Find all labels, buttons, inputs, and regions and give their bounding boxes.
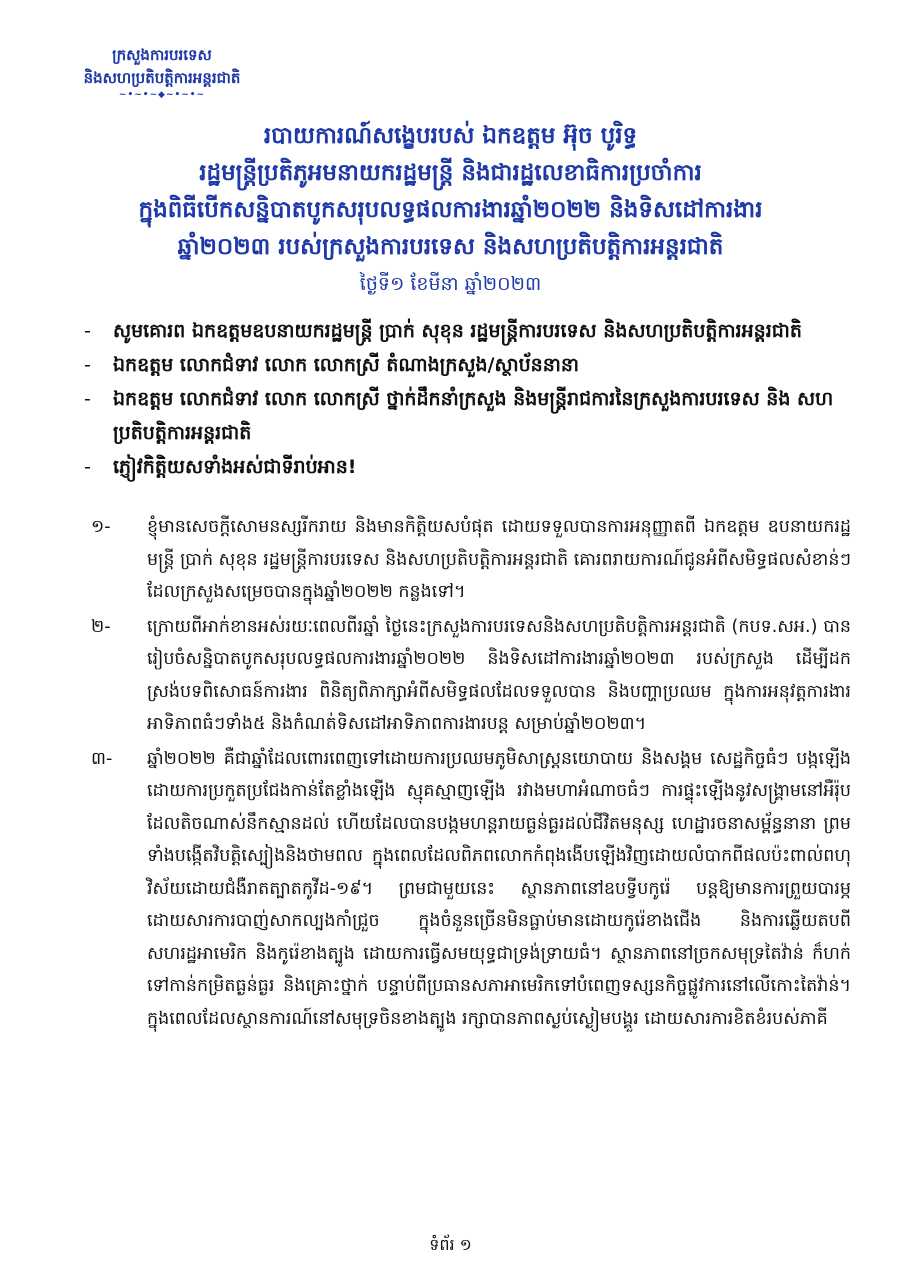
salutation-item: - សូមគោរព ឯកឧត្តមឧបនាយករដ្ឋមន្ត្រី ប្រាក់ សុខុន រដ្ឋមន្ត្រីការបរទេស និងសហប្រតិបត្តិការអន្តរជាតិ xyxy=(84,314,844,348)
ministry-header xyxy=(62,44,262,100)
salutation-item: - ឯកឧត្តម លោកជំទាវ លោក លោកស្រី ថ្នាក់ដឹកនាំក្រសួង និងមន្ត្រីរាជការនៃក្រសួងការបរទេស និង សហប្រតិបត្តិការអន្តរជាតិ xyxy=(84,382,844,450)
paragraph-number: ៣- xyxy=(91,748,113,769)
paragraph-3 xyxy=(91,743,851,1036)
paragraph-1 xyxy=(91,511,851,609)
title-line-1: របាយការណ៍សង្ខេបរបស់ ឯកឧត្តម អ៊ុច បូរិទ្ធ xyxy=(263,123,638,149)
paragraph-number: ១- xyxy=(91,517,111,537)
report-title xyxy=(40,118,861,300)
paragraph-text: ក្រោយពីអាក់ខានអស់រយៈពេលពីរឆ្នាំ ថ្ងៃនេះក្រសួងការបរទេសនិងសហប្រតិបត្តិការអន្តរជាតិ (កបទ.សអ.) បានរៀបចំសន្និបាតបូកសរុបលទ្ធផលការងារឆ្នាំ២០២២ និងទិសដៅការងារឆ្នាំ២០២៣ របស់ក្រសួង ដើម្បីដកស្រង់បទពិសោធន៍ការងារ ពិនិត្យពិភាក្សាអំពីសមិទ្ធផលដែលទទួលបាន និងបញ្ហាប្រឈម ក្នុងការអនុវត្តការងារអាទិភាពធំៗទាំង៥ និងកំណត់ទិសដៅអាទិភាពការងារបន្ត សម្រាប់ឆ្នាំ២០២៣។ xyxy=(147,616,851,734)
paragraph-2 xyxy=(91,611,851,741)
salutation-item: - ឯកឧត្តម លោកជំទាវ លោក លោកស្រី តំណាងក្រសួង/ស្ថាប័ននានា xyxy=(84,348,844,382)
report-date: ថ្ងៃទី១ ខែមីនា ឆ្នាំ២០២៣ xyxy=(359,273,542,295)
salutation-list xyxy=(84,314,844,484)
paragraph-number: ២- xyxy=(91,616,111,637)
ornament-divider-icon: ~•~•~◆~•~•~ xyxy=(118,90,206,100)
paragraph-text: ឆ្នាំ២០២២ គឺជាឆ្នាំដែលពោរពេញទៅដោយការប្រឈមភូមិសាស្ត្រនយោបាយ និងសង្គម សេដ្ឋកិច្ចធំៗ បង្កឡើងដោយការប្រកួតប្រជែងកាន់តែខ្លាំងឡើង ស្មុគស្មាញឡើង រវាងមហាអំណាចធំៗ ការផ្ទុះឡើងនូវសង្គ្រាមនៅអឺរ៉ុប ដែលតិចណាស់នឹកស្មានដល់ ហើយដែលបានបង្កមហន្តរាយធ្ងន់ធ្ងរដល់ជីវិតមនុស្ស ហេដ្ឋារចនាសម្ព័ន្ធនានា ព្រមទាំងបង្កើតវិបត្តិស្បៀងនិងថាមពល ក្នុងពេលដែលពិភពលោកកំពុងងើបឡើងវិញដោយលំបាកពីផលប៉ះពាល់ពហុវិស័យដោយជំងឺរាតត្បាតកូវីដ-១៩។ ព្រមជាមួយនេះ ស្ថានភាពនៅឧបទ្វីបកូរ៉េ បន្តឱ្យមានការព្រួយបារម្ភ ដោយសារការបាញ់សាកល្បងកាំជ្រួច ក្នុងចំនួនច្រើនមិនធ្លាប់មានដោយកូរ៉េខាងជើង និងការឆ្លើយតបពីសហរដ្ឋអាមេរិក និងកូរ៉េខាងត្បូង ដោយការធ្វើសមយុទ្ធជាទ្រង់ទ្រាយធំ។ ស្ថានភាពនៅច្រកសមុទ្រតៃវ៉ាន់ ក៏ហក់ទៅកាន់កម្រិតធ្ងន់ធ្ងរ និងគ្រោះថ្នាក់ បន្ទាប់ពីប្រធានសភាអាមេរិកទៅបំពេញទស្សនកិច្ចផ្លូវការនៅលើកោះតៃវ៉ាន់។ ក្នុងពេលដែលស្ថានការណ៍នៅសមុទ្រចិនខាងត្បូង រក្សាបានភាពស្ងប់ស្ងៀមបង្គួរ ដោយសារការខិតខំរបស់ភាគី xyxy=(147,748,851,1029)
page-number: ទំព័រ ១ xyxy=(429,1235,472,1254)
ministry-name-line2: និងសហប្រតិបត្តិការអន្តរជាតិ xyxy=(83,69,241,87)
salutation-item: - ភ្ញៀវកិត្តិយសទាំងអស់ជាទីរាប់អាន! xyxy=(84,450,844,484)
body-paragraphs xyxy=(91,511,851,1037)
paragraph-text: ខ្ញុំមានសេចក្តីសោមនស្សរីករាយ និងមានកិត្តិយសបំផុត ដោយទទួលបានការអនុញ្ញាតពី ឯកឧត្តម ឧបនាយករដ្ឋមន្ត្រី ប្រាក់ សុខុន រដ្ឋមន្ត្រីការបរទេស និងសហប្រតិបត្តិការអន្តរជាតិ គោរពរាយការណ៍ជូនអំពីសមិទ្ធផលសំខាន់ៗដែលក្រសួងសម្រេចបានក្នុងឆ្នាំ២០២២ កន្លងទៅ។ xyxy=(147,517,851,602)
title-line-4: ឆ្នាំ២០២៣ របស់ក្រសួងការបរទេស និងសហប្រតិបត្តិការអន្តរជាតិ xyxy=(177,234,724,260)
title-line-2: រដ្ឋមន្ត្រីប្រតិភូអមនាយករដ្ឋមន្ត្រី និងជារដ្ឋលេខាធិការប្រចាំការ xyxy=(199,160,702,186)
ministry-name-line1: ក្រសួងការបរទេស xyxy=(112,46,212,64)
title-line-3: ក្នុងពិធីបើកសន្និបាតបូកសរុបលទ្ធផលការងារឆ្នាំ២០២២ និងទិសដៅការងារ xyxy=(138,197,763,223)
